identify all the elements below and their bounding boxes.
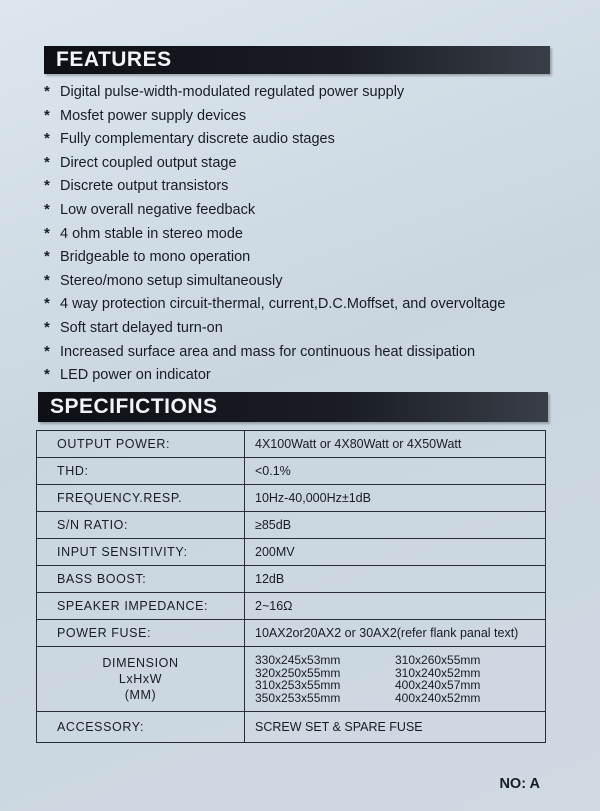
spec-label: BASS BOOST: [37, 566, 245, 593]
dimension-value: 310x260x55mm [395, 653, 481, 667]
table-row [37, 647, 546, 712]
dimension-value: 350x253x55mm [255, 690, 341, 705]
star-bullet: * [44, 224, 50, 242]
dimension-value: 330x245x53mm [255, 653, 341, 667]
dimension-grid [255, 654, 545, 704]
feature-text: Digital pulse-width-modulated regulated power supply [60, 84, 405, 100]
feature-text: LED power on indicator [60, 367, 211, 384]
dimension-value: 400x240x57mm [395, 678, 481, 692]
feature-text: Stereo/mono setup simultaneously [60, 272, 283, 289]
model-number: NO: A [499, 776, 540, 792]
star-bullet: * [44, 83, 50, 100]
feature-text: Soft start delayed turn-on [60, 319, 223, 336]
spec-value: 10Hz-40,000Hz±1dB [245, 485, 546, 512]
feature-text: 4 ohm stable in stereo mode [60, 225, 243, 242]
dimension-value: 400x240x52mm [395, 690, 481, 705]
spec-value: SCREW SET & SPARE FUSE [245, 712, 546, 743]
feature-item [44, 245, 564, 269]
feature-item [44, 80, 564, 104]
spec-value: 4X100Watt or 4X80Watt or 4X50Watt [245, 431, 546, 458]
star-bullet: * [44, 130, 50, 148]
spec-label: POWER FUSE: [37, 620, 245, 647]
feature-item [44, 292, 564, 316]
feature-item [44, 127, 564, 151]
spec-value: 200MV [245, 539, 546, 566]
feature-text: Fully complementary discrete audio stages [60, 131, 335, 148]
feature-text: Low overall negative feedback [60, 201, 256, 218]
table-row [37, 566, 546, 593]
star-bullet: * [44, 106, 50, 124]
feature-text: Discrete output transistors [60, 178, 229, 195]
star-bullet: * [44, 366, 50, 384]
star-bullet: * [44, 153, 50, 171]
dimension-label-cell [37, 647, 245, 712]
feature-text: Increased surface area and mass for continuous heat dissipation [60, 343, 476, 360]
star-bullet: * [44, 271, 50, 289]
table-row [37, 458, 546, 485]
features-heading: FEATURES [44, 46, 550, 74]
spec-label: OUTPUT POWER: [37, 431, 245, 458]
feature-text: Direct coupled output stage [60, 154, 237, 171]
dimension-axes-label: LxHxW [118, 672, 163, 686]
spec-value: 10AX2or20AX2 or 30AX2(refer flank panal text) [245, 620, 546, 647]
feature-item [44, 316, 564, 340]
table-row [37, 485, 546, 512]
feature-item [44, 174, 564, 198]
dimension-value: 310x240x52mm [395, 665, 481, 680]
table-row [37, 512, 546, 539]
spec-label: ACCESSORY: [37, 712, 245, 743]
feature-text: 4 way protection circuit-thermal, current,D.C.Moffset, and overvoltage [60, 296, 506, 313]
feature-item [44, 222, 564, 246]
dimension-value: 320x250x55mm [255, 665, 341, 680]
spec-label: THD: [37, 458, 245, 485]
spec-label: SPEAKER IMPEDANCE: [37, 593, 245, 620]
dimension-label: DIMENSION [102, 656, 179, 670]
feature-item [44, 269, 564, 293]
feature-item [44, 340, 564, 364]
star-bullet: * [44, 318, 50, 336]
star-bullet: * [44, 177, 50, 195]
spec-label: FREQUENCY.RESP. [37, 485, 245, 512]
specifications-table [36, 430, 546, 743]
dimension-values-cell [245, 647, 546, 712]
feature-item [44, 198, 564, 222]
spec-label: S/N RATIO: [37, 512, 245, 539]
table-row [37, 620, 546, 647]
spec-value: <0.1% [245, 458, 546, 485]
spec-label: INPUT SENSITIVITY: [37, 539, 245, 566]
star-bullet: * [44, 248, 50, 266]
star-bullet: * [44, 295, 50, 313]
spec-value: 2~16Ω [245, 593, 546, 620]
table-row [37, 431, 546, 458]
dimension-unit-label: (MM) [124, 688, 157, 702]
feature-text: Mosfet power supply devices [60, 107, 247, 124]
star-bullet: * [44, 342, 50, 360]
feature-text: Bridgeable to mono operation [60, 249, 251, 266]
table-row [37, 539, 546, 566]
spec-value: ≥85dB [245, 512, 546, 539]
feature-item [44, 363, 564, 387]
features-list [44, 80, 564, 387]
table-row [37, 593, 546, 620]
specifications-heading: SPECIFICTIONS [38, 392, 548, 422]
spec-value: 12dB [245, 566, 546, 593]
star-bullet: * [44, 200, 50, 218]
feature-item [44, 151, 564, 175]
feature-item [44, 104, 564, 128]
table-row [37, 712, 546, 743]
dimension-value: 310x253x55mm [255, 678, 341, 692]
